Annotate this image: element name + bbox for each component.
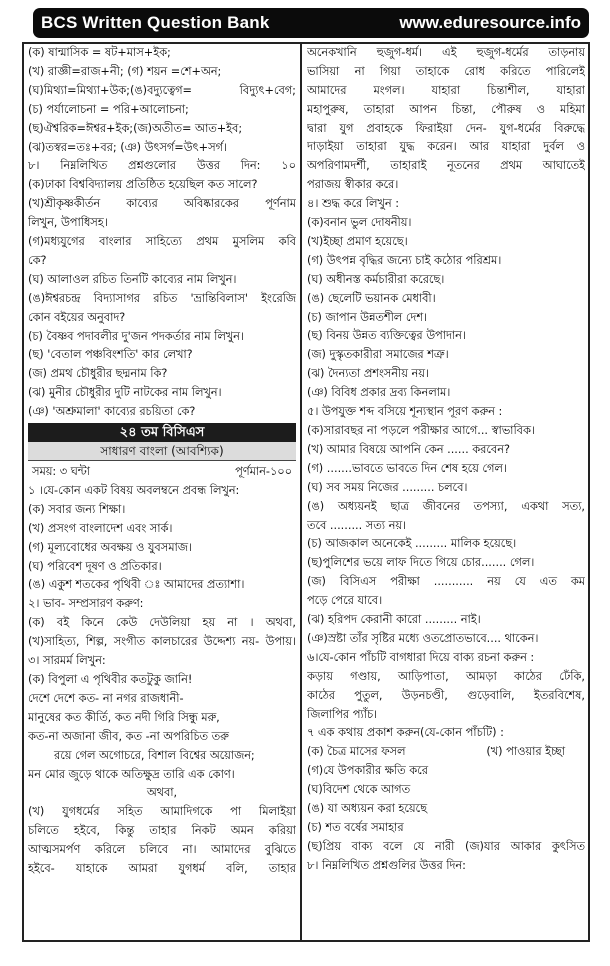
text-line: আত্মসমর্পণ করিলে চলিবে না। আমাদের বুঝিতে <box>28 843 296 857</box>
text-line: (ঝ) হরিপদ কেরানী কারো ......... নাই। <box>307 613 481 627</box>
text-line: (ছ)ঐশ্বরিক=ঈশ্বর+ইক;(জ)অতীত= আত+ইব; <box>28 121 243 135</box>
text-line: আমাদের মংগল। যাহারা চিন্তাশীল, যাহারা <box>307 83 585 97</box>
text-line: (ক) বিপুলা এ পৃথিবীর কতটুকু জানি! <box>28 672 193 686</box>
text-line: (ছ) 'বেতাল পঞ্চবিংশতি' কার লেখা? <box>28 348 193 362</box>
text-line: দাড়াইয়া তাহারা যুদ্ধ করেন। আর যাহারা দুর্বল ও <box>307 140 585 154</box>
text-line: (খ) রাজ্ঞী=রাজ+নী; (গ) শয়ন =শে+অন; <box>28 64 222 78</box>
text-line: দ্বারা যুগ প্রবাহকে ফিরাইয়া দেন- যুগ-ধর্মের বিরুদ্ধে <box>307 121 585 135</box>
exam-meta <box>28 463 296 482</box>
text-line: (খ)শ্রীকৃষ্ণকীর্তন কাব্যের অবিষ্কারকের পূর্ণনাম <box>28 197 296 211</box>
text-line: লিখুন, উপাধিসহ। <box>28 216 108 230</box>
text-line: (ঘ)মিথ্যা=মিথ্যা+উক;(ঙ)বদ্যুত্বেগ= বিদ্যুৎ+বেগ; <box>28 83 296 97</box>
marks-label: পূর্ণমান-১০০ <box>235 465 292 479</box>
text-line: (জ) দুস্কৃতকারীরা সমাজের শত্রু। <box>307 348 449 362</box>
text-line: কে? <box>28 253 47 267</box>
text-line: (ছ)প্রিয় বাক্য বলে যে নারী (জ)যার আকার কুৎসিত <box>307 839 585 853</box>
text-line: (ক)বনান ভুল দোষনীয়। <box>307 216 412 230</box>
text-line: (গ)মধ্যযুগের বাংলার সাহিত্যে প্রথম মুসলিম কবি <box>28 235 296 249</box>
text-line: অনেকখানি হুজুগ-ধর্ম। এই হুজুগ-ধর্মের তাড়নায় <box>307 46 585 59</box>
text-line: (চ) জাপান উন্নতশীল দেশ। <box>307 310 428 324</box>
text-line: (ঙ)ঈশ্বরচন্দ্র বিদ্যাসাগর রচিত 'ভ্রান্তিবিলাস' ইংরেজি <box>28 291 296 305</box>
text-line: অপরিণামদর্শী, তাহারাই নূতনের প্রথম আঘাতেই <box>307 159 585 173</box>
text-line: পরাজয় স্বীকার করে। <box>307 178 399 192</box>
header-url: www.eduresource.info <box>399 13 581 32</box>
site-header <box>33 8 589 38</box>
text-line: ৭ এক কথায় প্রকাশ করুন(যে-কোন পাঁচটি) : <box>307 726 504 740</box>
text-line: (ছ)পুলিশের ভয়ে লাফ দিতে গিয়ে চোর....... গেল। <box>307 556 535 570</box>
text-line: জিলাপির প্যাঁচ। <box>307 707 378 721</box>
text-line: অথবা, <box>146 786 178 800</box>
text-line: (জ) বিসিএস পরীক্ষা ........... নয় যে এত কম <box>307 575 585 589</box>
text-line: ১ ।যে-কোন একট বিষয় অবলম্বনে প্রবন্ধ লিখুন: <box>28 483 240 497</box>
text-line: চলিতে হইবে, কিন্তু তাহার নিকট অমন করিয়া <box>28 824 296 838</box>
time-label: সময়: ৩ ঘন্টা <box>32 465 90 479</box>
text-line: মন মোর জুড়ে থাকে অতিক্ষুদ্র তারি এক কোণ। <box>28 767 235 781</box>
column-divider <box>300 42 302 942</box>
text-line: ৮। নিম্নলিখিত প্রশ্নগুলোর উত্তর দিন: ১০ <box>28 159 296 173</box>
text-line: (খ)ইচ্ছা প্রমাণ হয়েছে। <box>307 234 408 248</box>
text-line: রয়ে গেল অগোচরে, বিশাল বিশ্বের অয়োজন; <box>54 748 255 762</box>
text-line: ৪। শুদ্ধ করে লিখুন : <box>307 197 400 211</box>
text-line: (ক)ঢাকা বিশ্ববিদ্যালয় প্রতিষ্ঠিত হয়েছিল কত সালে? <box>28 178 258 192</box>
text-line: ভাসিয়া না গিয়া তাহাকে রোধ করিতে পারিলেই <box>307 64 585 78</box>
text-line: (ঘ) পরিবেশ দূষণ ও প্রতিকার। <box>28 559 162 573</box>
text-line: (ঝ) মুনীর চৌধুরীর দুটি নাটকের নাম লিখুন। <box>28 386 222 400</box>
text-line: (চ) আজকাল অনেকেই ......... মালিক হয়েছে। <box>307 537 517 551</box>
text-line: (ঝ)তস্বর=তঃ+বর; (ঞ) উৎসর্গ=উৎ+সর্গ। <box>28 140 227 154</box>
text-line: (ঙ) ছেলেটি ভয়ানক মেধাবী। <box>307 291 436 305</box>
text-line: (জ) প্রমথ চৌধুরীর ছদ্মনাম কি? <box>28 367 168 381</box>
text-line: কাঠের পুতুল, উড়নচণ্ডী, গুড়েবালি, ইতরবিশেষ, <box>307 688 585 702</box>
pair-right: (খ) পাওয়ার ইচ্ছা <box>486 745 565 759</box>
text-line: (ঙ) অধ্যয়নই ছাত্র জীবনের তপস্যা, একথা সত্য, <box>307 499 585 513</box>
text-line: (ক) বই কিনে কেউ দেউলিয়া হয় না । অথবা, <box>28 616 296 630</box>
exam-subtitle: সাধারণ বাংলা (আবশ্যিক) <box>28 442 296 461</box>
text-line: কোন বইয়ের অনুবাদ? <box>28 310 126 324</box>
text-line: (গ) .......ভাবতে ভাবতে দিন শেষ হয়ে গেল। <box>307 461 507 475</box>
text-line: পড়ে পেরে যাবে। <box>307 594 383 608</box>
left-column <box>28 44 296 879</box>
text-line: (গ)যে উপকারীর ক্ষতি করে <box>307 764 428 778</box>
text-line: (ঞ) 'অশ্রুমালা' কাব্যের রচয়িতা কে? <box>28 405 196 419</box>
text-line: (ঘ) সব সময় নিজের ......... চলবে। <box>307 480 468 494</box>
text-line: তবে ......... সত্য নয়। <box>307 518 407 532</box>
text-line: (ছ) বিনয় উন্নত ব্যক্তিত্বের উপাদান। <box>307 329 466 343</box>
text-line: (চ) শত বর্ষের সমাহার <box>307 820 404 834</box>
text-line: ৫। উপযুক্ত শব্দ বসিয়ে শূন্যস্থান পূরণ করুন : <box>307 405 503 419</box>
text-line: (গ) উৎপন্ন বৃদ্ধির জন্যে চাই কঠোর পরিশ্রম। <box>307 253 502 267</box>
header-title: BCS Written Question Bank <box>41 13 270 32</box>
text-line: (খ) প্রসংগ বাংলাদেশ এবং সার্ক। <box>28 521 173 535</box>
text-line: (খ) যুগধর্মের সহিত আমাদিগকে পা মিলাইয়া <box>28 805 296 819</box>
text-line: (ঞ)স্রষ্টা তাঁর সৃষ্টির মধ্যে ওতপ্রোতভাবে.... থাকেন। <box>307 631 539 645</box>
text-line: কত-না অজানা জীব, কত -না অপরিচিত তরু <box>28 729 229 743</box>
right-column <box>307 44 585 876</box>
exam-title-band: ২৪ তম বিসিএস <box>28 423 296 442</box>
text-line: ৬।যে-কোন পাঁচটি বাগধারা দিয়ে বাক্য রচনা করুন : <box>307 650 535 664</box>
text-line: (ক)সারাবছর না পড়লে পরীক্ষার আগে... স্বাভাবিক। <box>307 424 535 438</box>
text-line: দেশে দেশে কত- না নগর রাজধানী- <box>28 691 184 705</box>
text-line: (ঞ) বিবিধ প্রকার দ্রব্য কিনলাম। <box>307 386 451 400</box>
text-line: ২। ভাব- সম্প্রসারণ করুণ: <box>28 597 144 611</box>
text-line: (ঘ) অধীনস্ত কর্মচারীরা করেছে। <box>307 272 445 286</box>
text-line: (ঘ)বিদেশ থেকে আগত <box>307 783 411 797</box>
text-line: (ঝ) দৈন্যতা প্রশংসনীয় নয়। <box>307 367 429 381</box>
text-line: (ঙ) একুশ শতকের পৃথিবী ঃ আমাদের প্রত্যাশা। <box>28 578 245 592</box>
text-line: ৩। সারমর্ম লিখুন: <box>28 654 106 668</box>
text-line: হইবে- যাহাকে আমরা যুগধর্ম বলি, তাহার <box>28 862 296 875</box>
text-line: কড়ায় গণ্ডায়, আড়িপাতা, আমড়া কাঠের ঢেঁকি, <box>307 669 585 683</box>
text-line: মানুষের কত কীর্তি, কত নদী গিরি সিন্ধু মরু, <box>28 710 220 724</box>
text-line: (খ)সাহিত্য, শিল্প, সংগীত কালচারের উদ্দেশ্য নয়- উপায়। <box>28 635 296 649</box>
text-line: (খ) আমার বিষয়ে আপনি কেন ...... করবেন? <box>307 442 510 456</box>
text-line: (ক) সবার জন্য শিক্ষা। <box>28 502 126 516</box>
text-line: (গ) মূল্যবোধের অবক্ষয় ও যুবসমাজ। <box>28 540 192 554</box>
text-line: (চ) পর্যালোচনা = পরি+আলোচনা; <box>28 102 189 116</box>
text-line: (চ) বৈষ্ণব পদাবলীর দু'জন পদকর্তার নাম লিখুন। <box>28 329 244 343</box>
text-line: মহাপুরুষ, তাহারা আপন চিন্তা, পৌরুষ ও মহিমা <box>307 102 585 116</box>
text-line: ৮। নিম্নলিখিত প্রশ্নগুলির উত্তর দিন: <box>307 858 466 872</box>
text-line: (ঘ) আলাওল রচিত তিনটি কাব্যের নাম লিখুন। <box>28 272 237 286</box>
pair-left: (ক) চৈত্র মাসের ফসল <box>307 745 406 759</box>
one-word-pair <box>307 743 585 762</box>
text-line: (ক) ষান্মাসিক = ষট+মাস+ইক; <box>28 46 171 59</box>
text-line: (ঙ) যা অধ্যয়ন করা হয়েছে <box>307 802 427 816</box>
